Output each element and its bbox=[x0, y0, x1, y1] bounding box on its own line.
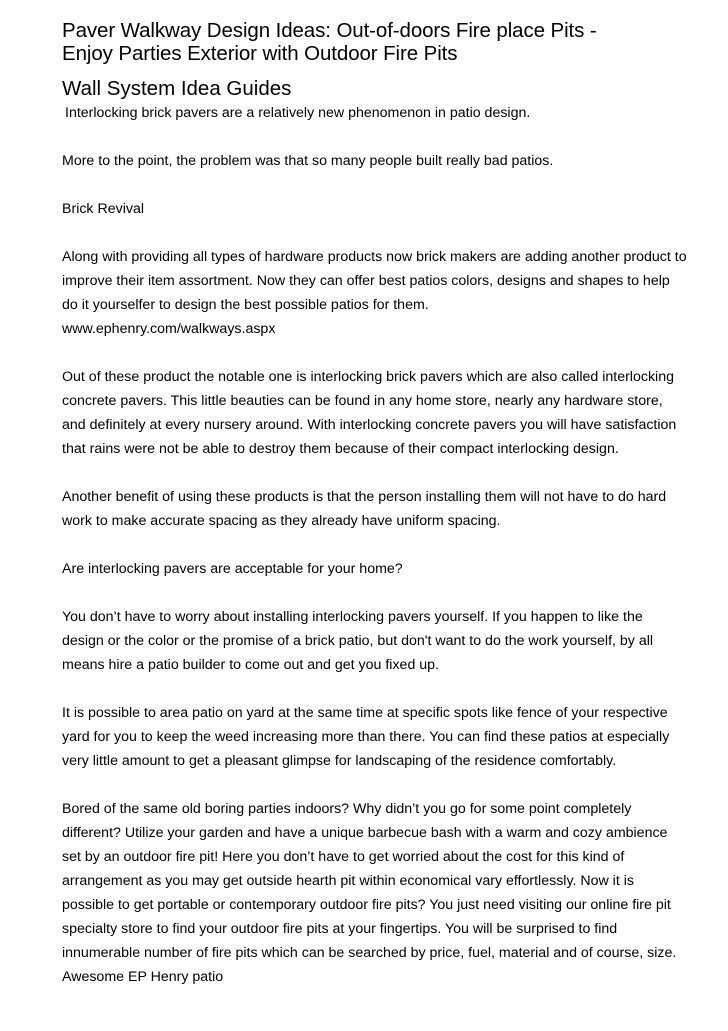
paragraph: It is possible to area patio on yard at the same time at specific spots like fence of your respective yard for you to keep the weed increasing more than there. You can find these patios at especially very little amount to get a pleasant glimpse for landscaping of the residence comfortably. bbox=[62, 705, 670, 769]
paragraph: Bored of the same old boring parties indoors? Why didn’t you go for some point completely different? Utilize your garden and have a unique barbecue bash with a warm and cozy ambience set by an outdoor fire pit! Here you don’t have to get worried about the cost for this kind of arrangement as you may get outside hearth pit within economical vary effortlessly. Now it is possible to get portable or contemporary outdoor fire pits? You just need visiting our online fire pit specialty store to find your outdoor fire pits at your fingertips. You will be surprised to find innumerable number of fire pits which can be searched by price, fuel, material and of course, size. Awesome EP Henry patio bbox=[62, 801, 677, 985]
paragraph-intro: Interlocking brick pavers are a relatively new phenomenon in patio design. bbox=[65, 105, 531, 121]
paragraph-text: Along with providing all types of hardware products now brick makers are adding another product to improve their item assortment. Now they can offer best patios colors, designs and shapes to help do it yourselfer to design the best possible patios for them. bbox=[62, 249, 687, 313]
title-line-1: Paver Walkway Design Ideas: Out-of-doors Fire place Pits - bbox=[62, 19, 597, 42]
paragraph: More to the point, the problem was that so many people built really bad patios. bbox=[62, 153, 554, 169]
document-title bbox=[62, 19, 688, 65]
paragraph: Another benefit of using these products is that the person installing them will not have to do hard work to make accurate spacing as they already have uniform spacing. bbox=[62, 489, 667, 529]
paragraph bbox=[62, 245, 688, 341]
document-subtitle: Wall System Idea Guides bbox=[62, 77, 292, 100]
title-line-2: Enjoy Parties Exterior with Outdoor Fire Pits bbox=[62, 42, 458, 65]
paragraph: Out of these product the notable one is interlocking brick pavers which are also called interlocking concrete pavers. This little beauties can be found in any home store, nearly any hardware store, and definitely at every nursery around. With interlocking concrete pavers you will have satisfaction that rains were not be able to destroy them because of their compact interlocking design. bbox=[62, 369, 677, 457]
paragraph: You don’t have to worry about installing interlocking pavers yourself. If you happen to like the design or the color or the promise of a brick patio, but don't want to do the work yourself, by all means hire a patio builder to come out and get you fixed up. bbox=[62, 609, 654, 673]
section-heading-brick-revival: Brick Revival bbox=[62, 201, 144, 217]
paragraph-question: Are interlocking pavers are acceptable for your home? bbox=[62, 561, 403, 577]
document-body bbox=[62, 101, 688, 989]
url-text: www.ephenry.com/walkways.aspx bbox=[62, 321, 276, 337]
